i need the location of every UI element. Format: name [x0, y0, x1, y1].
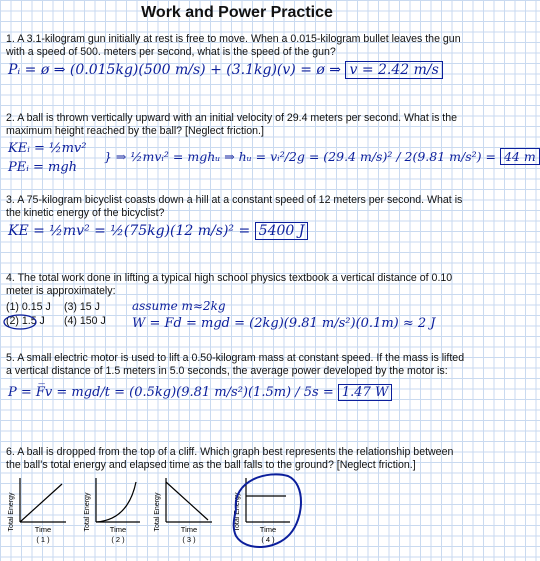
q3-work: KE = ½mv² = ½(75kg)(12 m/s)² = 5400 J: [8, 223, 308, 239]
question-3: 3. A 75-kilogram bicyclist coasts down a hill at a constant speed of 12 meters per second. What is the kinetic energy of the bicyclist?: [6, 194, 463, 219]
graph-4-label: ( 4 ): [261, 535, 275, 544]
graph-2: [84, 478, 140, 544]
graph-2-ylabel: Total Energy: [84, 492, 91, 532]
graph-1-curve: [20, 484, 62, 522]
choice-3: (3) 15 J: [64, 301, 100, 313]
question-1: 1. A 3.1-kilogram gun initially at rest is free to move. When a 0.015-kilogram bullet leaves the gun with a speed of 500. meters per second, what is the speed of the gun?: [6, 33, 461, 58]
graph-2-xlabel: Time: [109, 525, 127, 534]
question-4: 4. The total work done in lifting a typical high school physics textbook a vertical distance of 0.10 meter is approximately:: [6, 272, 453, 297]
graph-1-ylabel: Total Energy: [8, 492, 15, 532]
graph-3-curve: [166, 482, 208, 520]
question-5: 5. A small electric motor is used to lift a 0.50-kilogram mass at constant speed. If the mass is lifted a vertical distance of 1.5 meters in 5.0 seconds, the average power developed by the motor is:: [6, 352, 465, 377]
graph-2-label: ( 2 ): [111, 535, 125, 544]
q5-answer: 1.47 W: [338, 384, 392, 401]
question-2: 2. A ball is thrown vertically upward with an initial velocity of 29.4 meters per second. What is the maximum height reached by the ball? [Neglect friction.]: [6, 112, 458, 137]
graph-3: [154, 478, 212, 544]
graph-3-label: ( 3 ): [182, 535, 196, 544]
q1-answer: v = 2.42 m/s: [345, 61, 442, 79]
question-6: 6. A ball is dropped from the top of a cliff. Which graph best represents the relationship between the ball’s total energy and elapsed time as the ball falls to the ground? [Neglect friction.]: [6, 446, 454, 471]
page-title: Work and Power Practice: [141, 4, 333, 21]
q1-work: Pᵢ = ø ⇒ (0.015kg)(500 m/s) + (3.1kg)(v) = ø ⇒ v = 2.42 m/s: [8, 62, 443, 78]
graph-4: [234, 474, 301, 547]
graph-1: [8, 478, 66, 544]
q2-work: } ⇒ ½mvᵢ² = mghᵤ ⇒ hᵤ = vᵢ²/2g = (29.4 m/s)² / 2(9.81 m/s²) = 44 m: [104, 149, 540, 164]
q4-work: W = Fd = mgd = (2kg)(9.81 m/s²)(0.1m) ≈ 2 J: [132, 316, 436, 331]
graph-2-curve: [96, 482, 136, 522]
q3-answer: 5400 J: [255, 222, 309, 240]
graph-1-xlabel: Time: [34, 525, 52, 534]
q5-work: P = F̅v = mgd/t = (0.5kg)(9.81 m/s²)(1.5m) / 5s = 1.47 W: [8, 385, 392, 400]
q4-work-assume: assume m≈2kg: [132, 299, 226, 313]
choice-2: (2) 1.5 J: [6, 315, 45, 327]
choice-1: (1) 0.15 J: [6, 301, 51, 313]
graph-4-xlabel: Time: [259, 525, 277, 534]
graph-1-label: ( 1 ): [36, 535, 50, 544]
q6-graphs: [0, 470, 474, 560]
graph-3-xlabel: Time: [180, 525, 198, 534]
q2-answer: 44 m: [500, 148, 540, 165]
choice-4: (4) 150 J: [64, 315, 106, 327]
q4-circle: [0, 300, 40, 334]
q2-work-pe: PEᵢ = mgh: [8, 160, 78, 175]
graph-4-ylabel: Total Energy: [234, 492, 241, 532]
q2-work-ke: KEᵢ = ½mv²: [8, 141, 87, 156]
graph-3-ylabel: Total Energy: [154, 492, 161, 532]
